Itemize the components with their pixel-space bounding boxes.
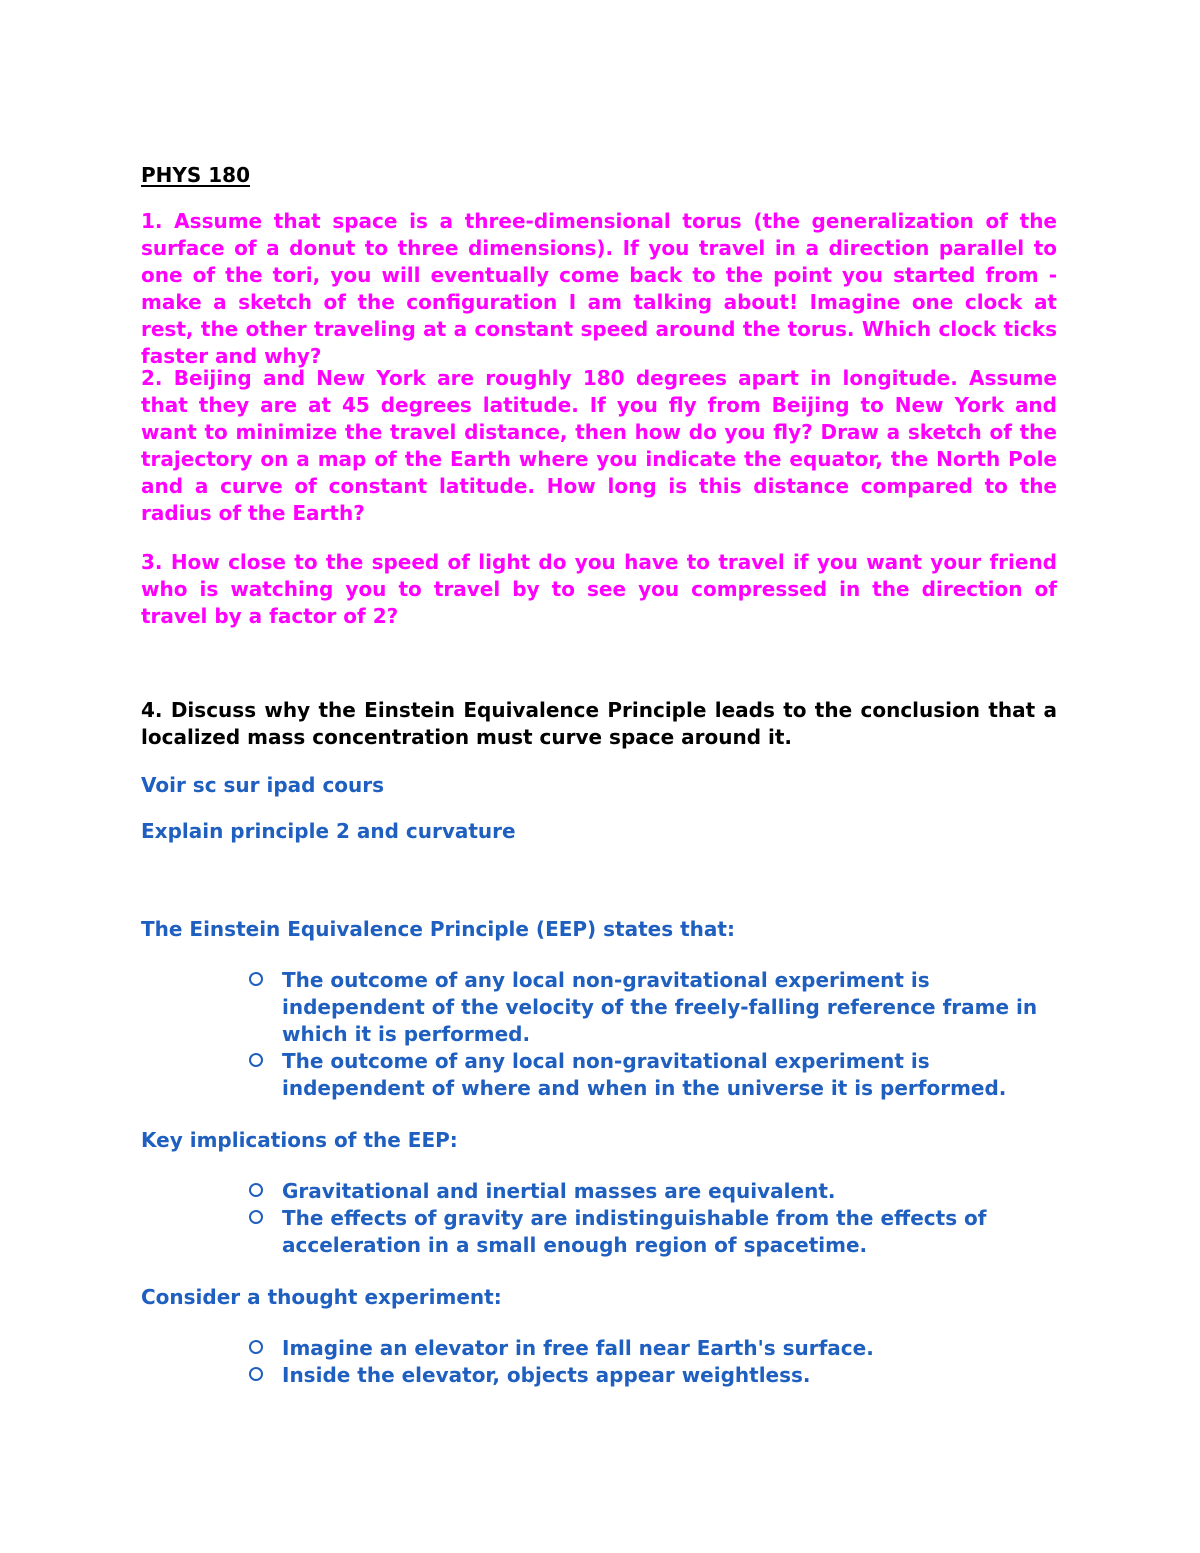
circle-bullet-icon	[249, 1210, 263, 1224]
circle-bullet-icon	[249, 1340, 263, 1354]
eep-heading: The Einstein Equivalence Principle (EEP) states that:	[141, 917, 735, 941]
course-title: PHYS 180	[141, 163, 250, 187]
eep-list	[141, 967, 1057, 1102]
list-item	[141, 1362, 1057, 1389]
note-explain: Explain principle 2 and curvature	[141, 819, 516, 843]
list-item-text: The effects of gravity are indistinguishable from the effects of acceleration in a small enough region of spacetime.	[282, 1206, 987, 1257]
list-item	[141, 1335, 1057, 1362]
note-ipad: Voir sc sur ipad cours	[141, 773, 385, 797]
circle-bullet-icon	[249, 972, 263, 986]
circle-bullet-icon	[249, 1053, 263, 1067]
thought-heading: Consider a thought experiment:	[141, 1285, 502, 1309]
list-item	[141, 1205, 1057, 1259]
list-item-text: The outcome of any local non-gravitational experiment is independent of where and when in the universe it is performed.	[282, 1049, 1007, 1100]
question-1: 1. Assume that space is a three-dimensional torus (the generalization of the surface of a donut to three dimensions). If you travel in a direction parallel to one of the tori, you will eventually come back to the point you started from - make a sketch of the configuration I am talking about! Imagine one clock at rest, the other traveling at a constant speed around the torus. Which clock ticks faster and why?	[141, 209, 1057, 368]
implications-heading: Key implications of the EEP:	[141, 1128, 458, 1152]
list-item-text: Imagine an elevator in free fall near Earth's surface.	[282, 1336, 874, 1360]
implications-list	[141, 1178, 1057, 1259]
thought-list	[141, 1335, 1057, 1389]
list-item	[141, 1178, 1057, 1205]
circle-bullet-icon	[249, 1183, 263, 1197]
list-item	[141, 1048, 1057, 1102]
question-3: 3. How close to the speed of light do you have to travel if you want your friend who is watching you to travel by to see you compressed in the direction of travel by a factor of 2?	[141, 550, 1057, 628]
question-2: 2. Beijing and New York are roughly 180 degrees apart in longitude. Assume that they are at 45 degrees latitude. If you fly from Beijing to New York and want to minimize the travel distance, then how do you fly? Draw a sketch of the trajectory on a map of the Earth where you indicate the equator, the North Pole and a curve of constant latitude. How long is this distance compared to the radius of the Earth?	[141, 366, 1057, 525]
question-4: 4. Discuss why the Einstein Equivalence Principle leads to the conclusion that a localized mass concentration must curve space around it.	[141, 698, 1057, 749]
circle-bullet-icon	[249, 1367, 263, 1381]
list-item	[141, 967, 1057, 1048]
list-item-text: The outcome of any local non-gravitational experiment is independent of the velocity of the freely-falling reference frame in which it is performed.	[282, 968, 1038, 1046]
list-item-text: Inside the elevator, objects appear weightless.	[282, 1363, 811, 1387]
list-item-text: Gravitational and inertial masses are equivalent.	[282, 1179, 836, 1203]
